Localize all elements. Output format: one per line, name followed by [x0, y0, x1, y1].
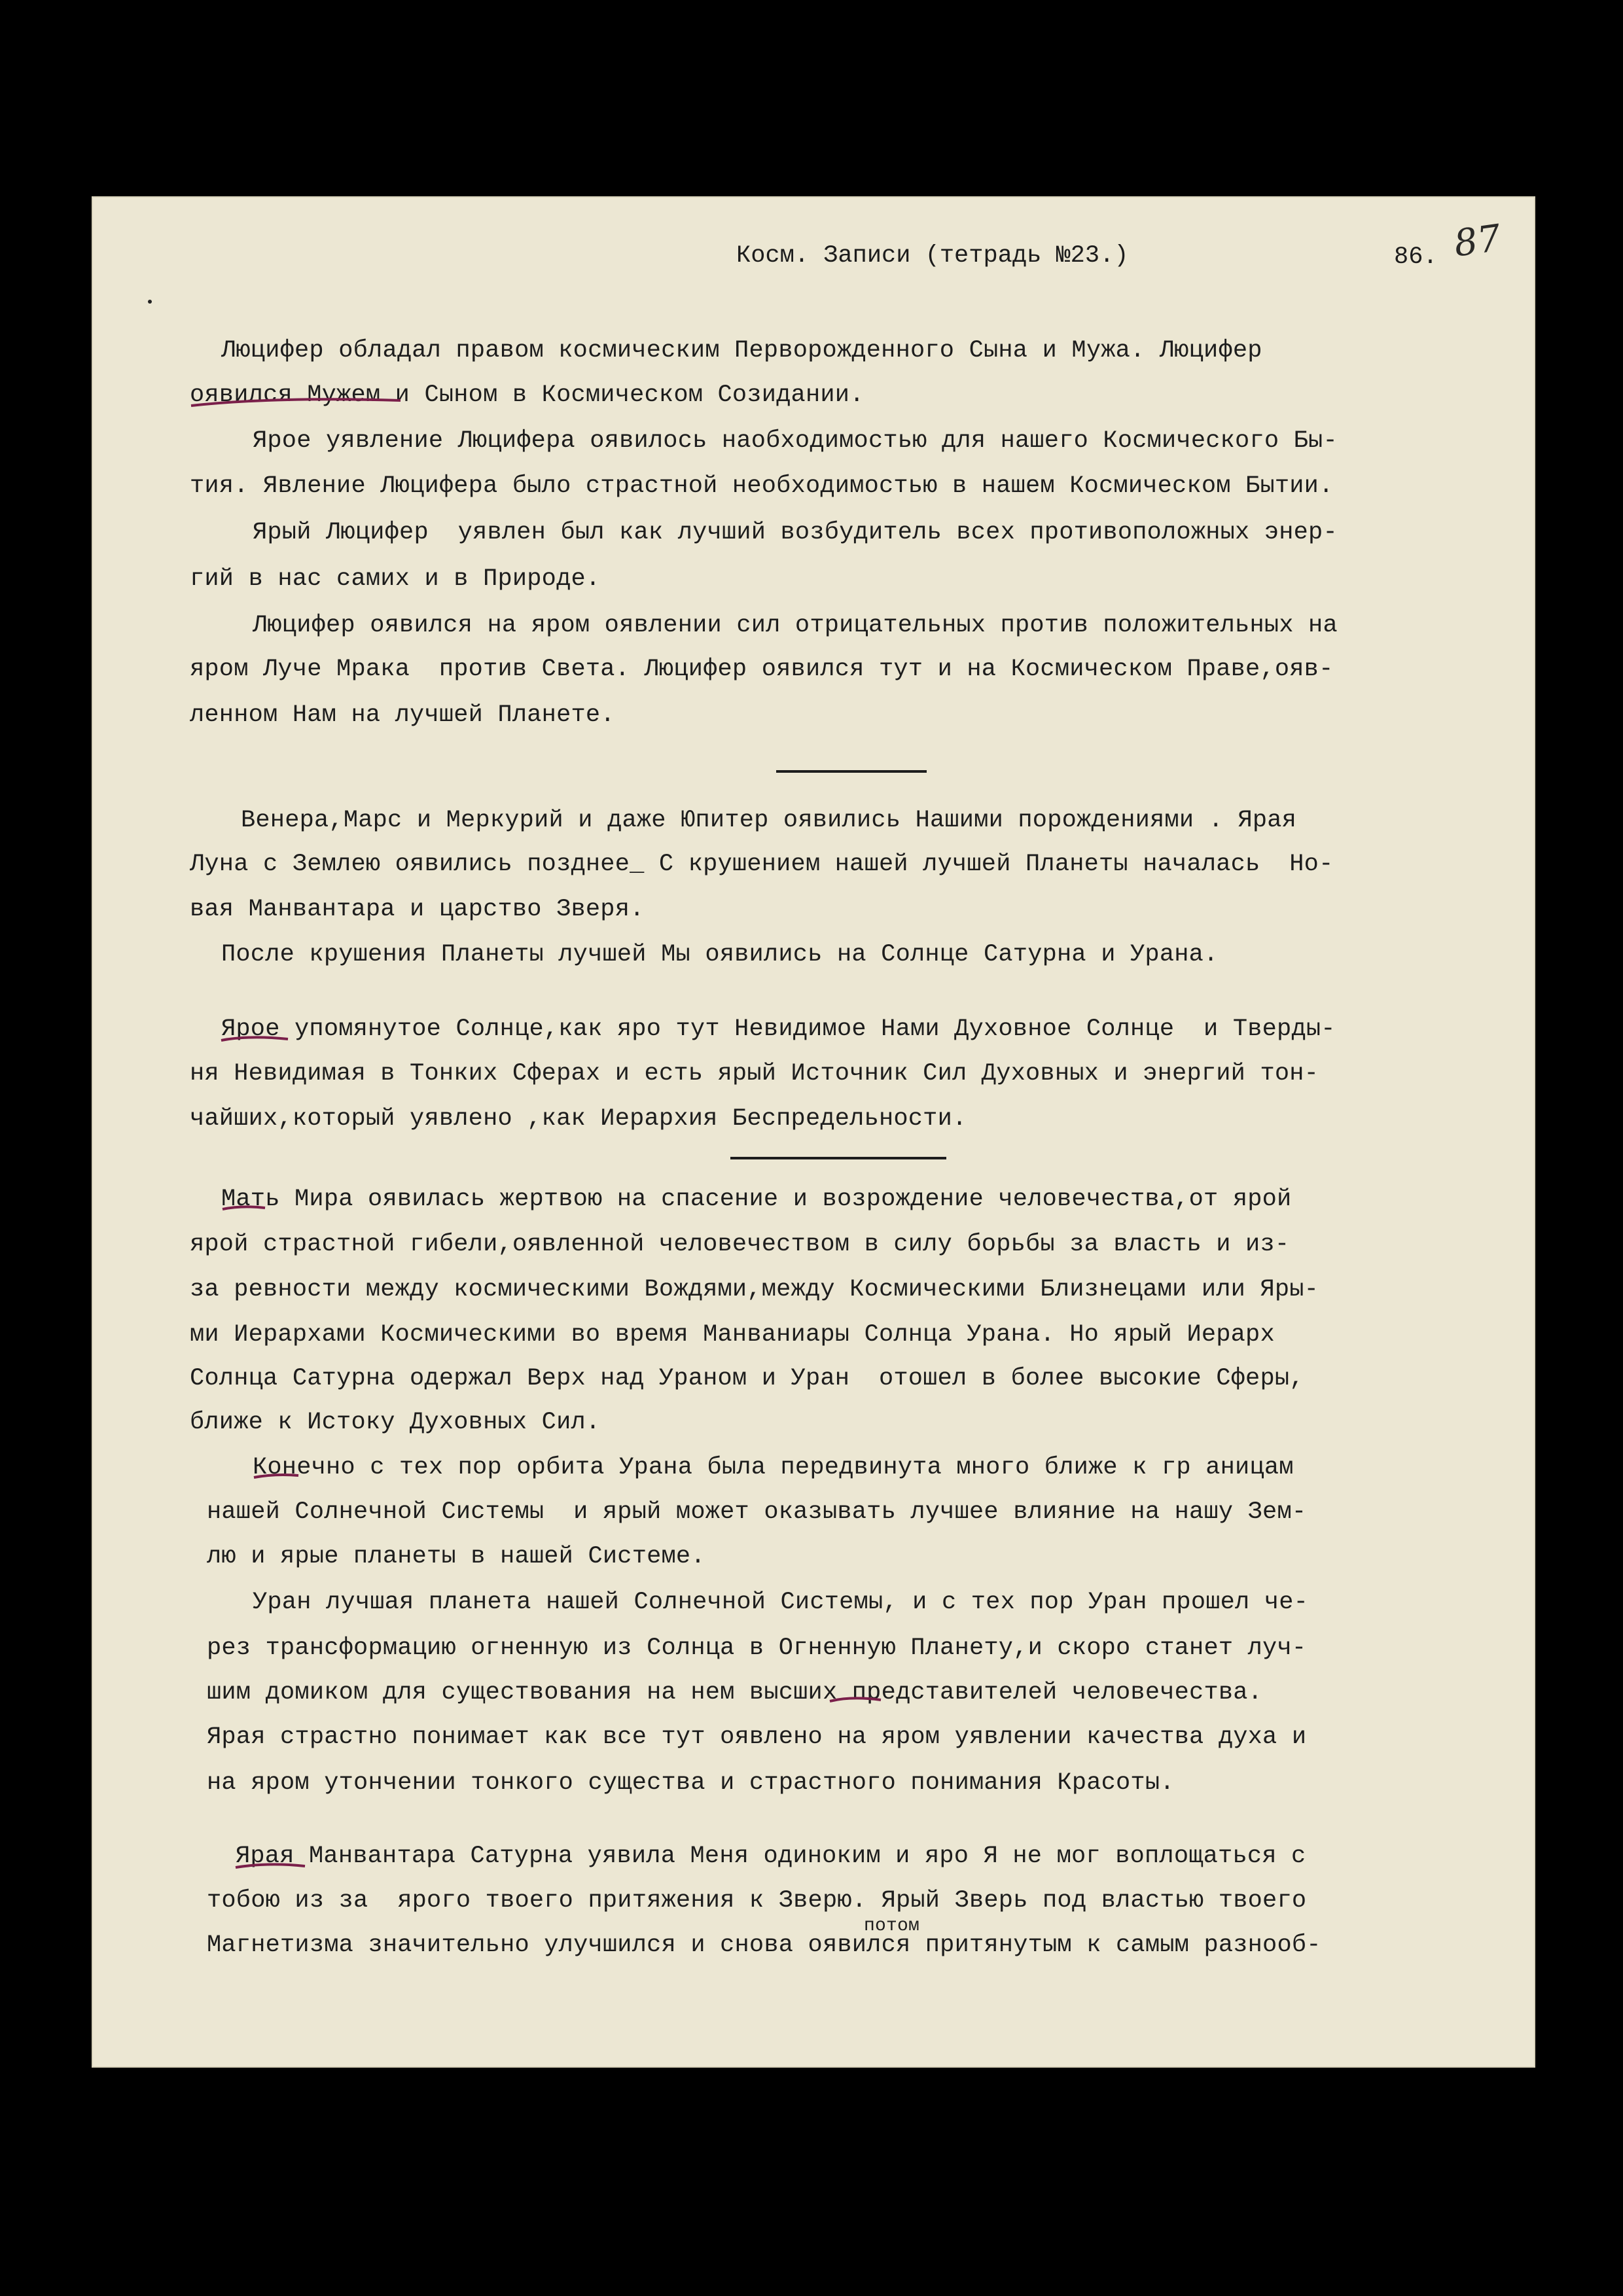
- text-line: гий в нас самих и в Природе.: [190, 565, 601, 593]
- text-line: лю и ярые планеты в нашей Системе.: [207, 1543, 705, 1570]
- text-line: Люцифер обладал правом космическим Перворожденного Сына и Мужа. Люцифер: [221, 337, 1262, 364]
- text-line: Венера,Марс и Меркурий и даже Юпитер оявились Нашими порождениями . Ярая: [241, 807, 1297, 834]
- text-line: вая Манвантара и царство Зверя.: [190, 896, 645, 923]
- text-line: за ревности между космическими Вождями,между Космическими Близнецами или Яры-: [190, 1276, 1319, 1303]
- text-line: ленном Нам на лучшей Планете.: [190, 701, 615, 729]
- text-line: Ярое уявление Люцифера оявилось наобходимостью для нашего Космического Бы-: [253, 427, 1338, 455]
- handwritten-page-number: 87: [1451, 217, 1504, 266]
- text-line: тобою из за ярого твоего притяжения к Зверю. Ярый Зверь под властью твоего: [207, 1887, 1307, 1915]
- section-divider: [730, 1157, 946, 1159]
- text-line: чайших,который уявлено ,как Иерархия Беспредельности.: [190, 1105, 967, 1133]
- text-line: Конечно с тех пор орбита Урана была передвинута много ближе к гр аницам: [253, 1454, 1294, 1481]
- text-line: тия. Явление Люцифера было страстной необходимостью в нашем Космическом Бытии.: [190, 472, 1334, 500]
- text-line: Ярая страстно понимает как все тут оявлено на яром уявлении качества духа и: [207, 1723, 1307, 1751]
- text-line: Мать Мира оявилась жертвою на спасение и возрождение человечества,от ярой: [221, 1186, 1292, 1213]
- text-line: Ярый Люцифер уявлен был как лучший возбудитель всех противоположных энер-: [253, 519, 1338, 546]
- text-line: шим домиком для существования на нем высших представителей человечества.: [207, 1679, 1263, 1706]
- text-line: нашей Солнечной Системы и ярый может оказывать лучшее влияние на нашу Зем-: [207, 1498, 1307, 1526]
- text-line: Луна с Землею оявились позднее_ С крушением нашей лучшей Планеты началась Но-: [190, 851, 1334, 878]
- text-line: рез трансформацию огненную из Солнца в Огненную Планету,и скоро станет луч-: [207, 1634, 1307, 1662]
- insertion-note: потом: [864, 1916, 920, 1936]
- text-line: яром Луче Мрака против Света. Люцифер оявился тут и на Космическом Праве,ояв-: [190, 656, 1334, 683]
- text-line: оявился Мужем и Сыном в Космическом Созидании.: [190, 381, 865, 409]
- ink-speck: [148, 300, 152, 304]
- text-line: Люцифер оявился на яром оявлении сил отрицательных против положительных на: [253, 612, 1338, 639]
- text-line: на яром утончении тонкого существа и страстного понимания Красоты.: [207, 1769, 1175, 1797]
- text-line: После крушения Планеты лучшей Мы оявились на Солнце Сатурна и Урана.: [221, 941, 1219, 968]
- text-line: ближе к Истоку Духовных Сил.: [190, 1409, 601, 1436]
- text-line: Солнца Сатурна одержал Верх над Ураном и Уран отошел в более высокие Сферы,: [190, 1365, 1304, 1392]
- text-line: Магнетизма значительно улучшился и снова оявился притянутым к самым разнооб-: [207, 1932, 1321, 1959]
- section-divider: [776, 770, 927, 773]
- typed-page-number: 86.: [1394, 243, 1438, 271]
- text-line: ярой страстной гибели,оявленной человечеством в силу борьбы за власть и из-: [190, 1231, 1290, 1258]
- text-line: Уран лучшая планета нашей Солнечной Системы, и с тех пор Уран прошел че-: [253, 1589, 1309, 1616]
- document-header-title: Косм. Записи (тетрадь №23.): [736, 242, 1129, 270]
- text-line: ня Невидимая в Тонких Сферах и есть ярый Источник Сил Духовных и энергий тон-: [190, 1060, 1319, 1087]
- text-line: Ярая Манвантара Сатурна уявила Меня одиноким и яро Я не мог воплощаться с: [236, 1843, 1306, 1870]
- text-line: Ярое упомянутое Солнце,как яро тут Невидимое Нами Духовное Солнце и Тверды-: [221, 1016, 1336, 1043]
- text-line: ми Иерархами Космическими во время Манваниары Солнца Урана. Но ярый Иерарх: [190, 1321, 1275, 1349]
